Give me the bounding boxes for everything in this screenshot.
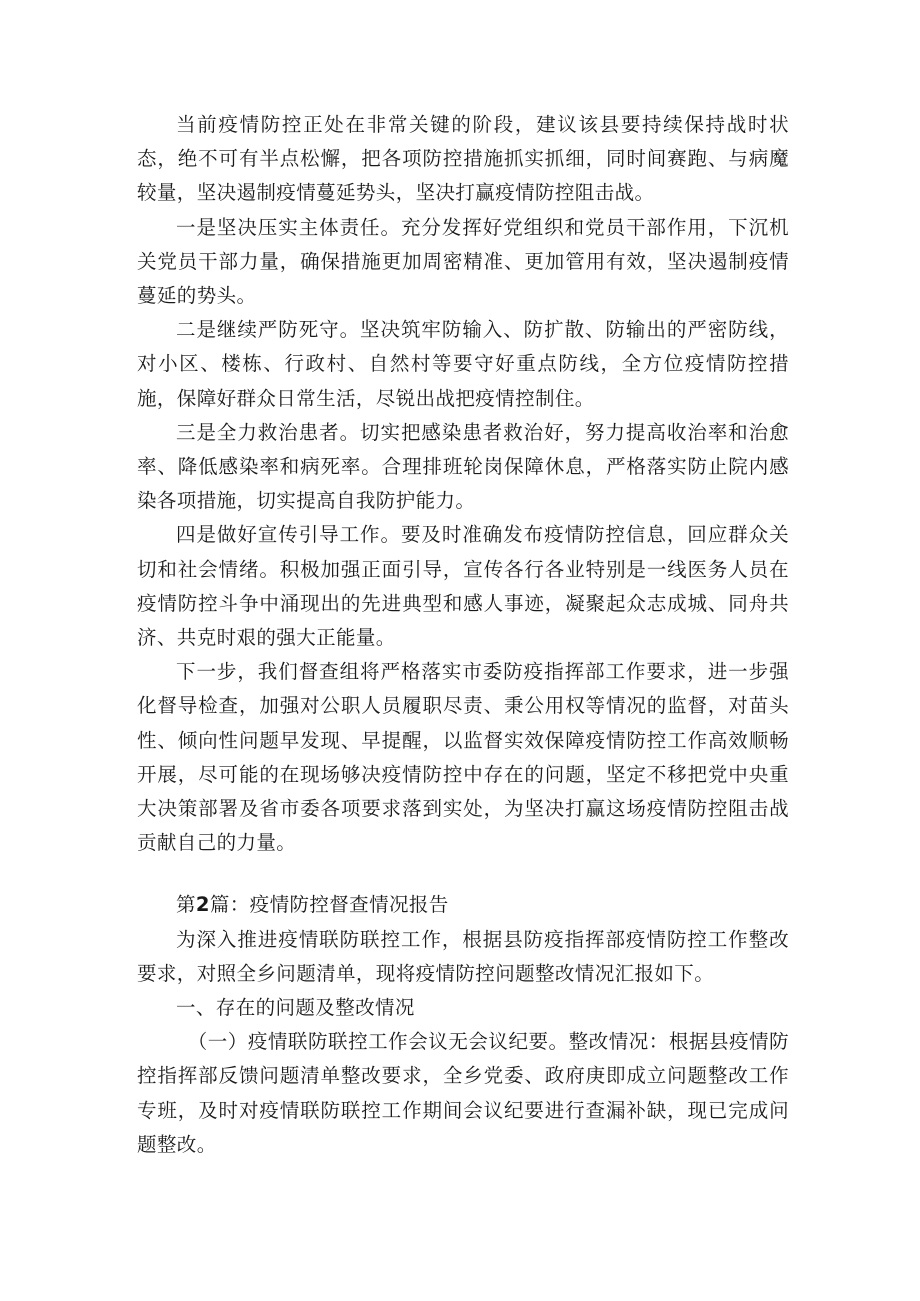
section-subheading: 一、存在的问题及整改情况	[176, 996, 415, 1020]
paragraph-point-4: 四是做好宣传引导工作。要及时准确发布疫情防控信息，回应群众关切和社会情绪。积极加强正面引导，宣传各行各业特别是一线医务人员在疫情防控斗争中涌现出的先进典型和感人事迹，凝聚起众志成城、同舟共济、共克时艰的强大正能量。	[137, 523, 789, 650]
section-item-1: （一）疫情联防联控工作会议无会议纪要。整改情况：根据县疫情防控指挥部反馈问题清单整改要求，全乡党委、政府庚即成立问题整改工作专班，及时对疫情联防联控工作期间会议纪要进行查漏补缺，现已完成问题整改。	[137, 1030, 789, 1156]
paragraph-point-2: 二是继续严防死守。坚决筑牢防输入、防扩散、防输出的严密防线，对小区、楼栋、行政村、自然村等要守好重点防线，全方位疫情防控措施，保障好群众日常生活，尽锐出战把疫情控制住。	[137, 318, 789, 410]
paragraph-next-step: 下一步，我们督查组将严格落实市委防疫指挥部工作要求，进一步强化督导检查，加强对公职人员履职尽责、秉公用权等情况的监督，对苗头性、倾向性问题早发现、早提醒，以监督实效保障疫情防控工作高效顺畅开展，尽可能的在现场够决疫情防控中存在的问题，坚定不移把党中央重大决策部署及省市委各项要求落到实处，为坚决打赢这场疫情防控阻击战贡献自己的力量。	[137, 660, 789, 855]
paragraph-intro: 当前疫情防控正处在非常关键的阶段，建议该县要持续保持战时状态，绝不可有半点松懈，把各项防控措施抓实抓细，同时间赛跑、与病魔较量，坚决遏制疫情蔓延势头，坚决打赢疫情防控阻击战。	[137, 113, 789, 205]
section-spacer	[137, 860, 789, 888]
section-title-prefix: 第	[176, 893, 196, 917]
document-page	[137, 108, 789, 1162]
section-intro: 为深入推进疫情联防联控工作，根据县防疫指挥部疫情防控工作整改要求，对照全乡问题清单，现将疫情防控问题整改情况汇报如下。	[137, 927, 789, 985]
paragraph-point-3: 三是全力救治患者。切实把感染患者救治好，努力提高收治率和治愈率、降低感染率和病死率。合理排班轮岗保障休息，严格落实防止院内感染各项措施，切实提高自我防护能力。	[137, 420, 789, 513]
section-title	[137, 888, 789, 922]
section-title-number: 2	[195, 893, 210, 917]
section-title-suffix: 篇：疫情防控督查情况报告	[209, 893, 449, 917]
paragraph-point-1: 一是坚决压实主体责任。充分发挥好党组织和党员干部作用，下沉机关党员干部力量，确保措施更加周密精准、更加管用有效，坚决遏制疫情蔓延的势头。	[137, 215, 789, 308]
